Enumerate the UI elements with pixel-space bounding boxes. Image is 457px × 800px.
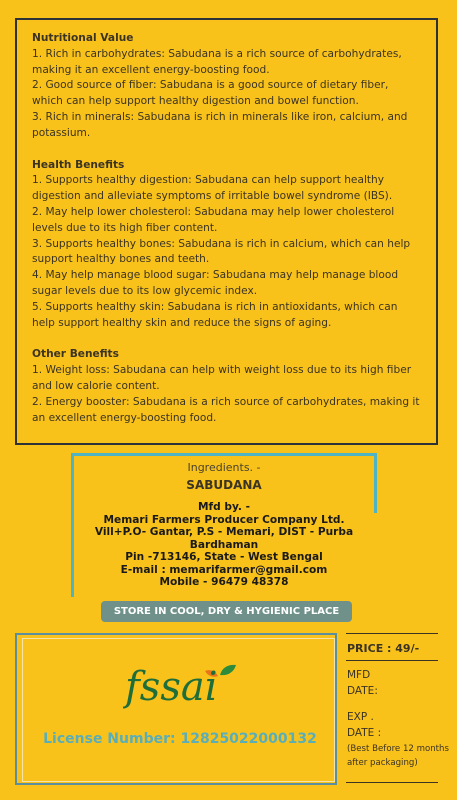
exp-date-label: DATE : xyxy=(347,727,382,739)
ingredients-name: SABUDANA xyxy=(186,478,262,492)
other-item: 2. Energy booster: Sabudana is a rich source of carbohydrates, making it an excellent energy-boosting food. xyxy=(32,395,420,424)
health-item: 5. Supports healthy skin: Sabudana is rich in antioxidants, which can help support healthy skin and reduce the signs of aging. xyxy=(32,300,398,329)
note-line: after packaging) xyxy=(347,758,418,768)
nutrition-section xyxy=(32,31,422,142)
best-before-note xyxy=(347,742,449,770)
mfd-date-label: DATE: xyxy=(347,685,378,697)
nutrition-item: 3. Rich in minerals: Sabudana is rich in minerals like iron, calcium, and potassium. xyxy=(32,110,408,139)
leaf-icon xyxy=(220,665,236,675)
other-item: 1. Weight loss: Sabudana can help with weight loss due to its high fiber and low calorie content. xyxy=(32,364,412,392)
divider xyxy=(346,633,438,634)
exp-label: EXP . xyxy=(347,711,374,723)
storage-badge: STORE IN COOL, DRY & HYGIENIC PLACE xyxy=(101,601,352,622)
benefits-panel xyxy=(15,18,438,445)
manufacturer-line: Pin -713146, State - West Bengal xyxy=(125,551,323,563)
divider xyxy=(346,782,438,783)
nutrition-item: 2. Good source of fiber: Sabudana is a good source of dietary fiber, which can help support healthy digestion and bowel function. xyxy=(32,79,389,108)
manufacturer-line: Mfd by. - xyxy=(197,501,251,513)
fssai-logo xyxy=(123,662,241,712)
health-item: 1. Supports healthy digestion: Sabudana can help support healthy digestion and alleviate symptoms of irritable bowel syndrome (IBS). xyxy=(32,174,393,203)
license-number: License Number: 12825022000132 xyxy=(43,731,317,747)
other-section xyxy=(32,347,422,426)
manufacturer-mobile: Mobile - 96479 48378 xyxy=(159,576,289,588)
ingredients-panel xyxy=(71,453,377,597)
health-section xyxy=(32,158,422,332)
health-title: Health Benefits xyxy=(32,158,125,171)
frame-line xyxy=(71,453,377,456)
divider xyxy=(346,660,438,661)
manufacturer-line: Bardhaman xyxy=(189,538,259,551)
mfd-label: MFD xyxy=(347,669,371,681)
health-item: 2. May help lower cholesterol: Sabudana may help lower cholesterol levels due to its high fiber content. xyxy=(32,205,395,234)
manufacturer-block xyxy=(71,501,377,589)
ingredients-label: Ingredients. - xyxy=(187,461,261,474)
fssai-logo-text: fssai xyxy=(125,664,218,710)
health-item: 4. May help manage blood sugar: Sabudana may help manage blood sugar levels due to its low glycemic index. xyxy=(32,269,399,297)
note-line: (Best Before 12 months xyxy=(347,744,449,754)
manufacturer-email: E-mail : memarifarmer@gmail.com xyxy=(120,563,328,576)
price-label: PRICE : 49/- xyxy=(347,642,420,655)
nutrition-item: 1. Rich in carbohydrates: Sabudana is a rich source of carbohydrates, making it an excellent energy-boosting food. xyxy=(32,47,402,76)
nutrition-title: Nutritional Value xyxy=(32,32,134,44)
manufacturer-line: Memari Farmers Producer Company Ltd. xyxy=(103,513,345,526)
manufacturer-line: Vill+P.O- Gantar, P.S - Memari, DIST - Purba xyxy=(94,526,354,538)
health-item: 3. Supports healthy bones: Sabudana is rich in calcium, which can help support healthy bones and teeth. xyxy=(32,237,411,266)
other-title: Other Benefits xyxy=(32,348,119,361)
